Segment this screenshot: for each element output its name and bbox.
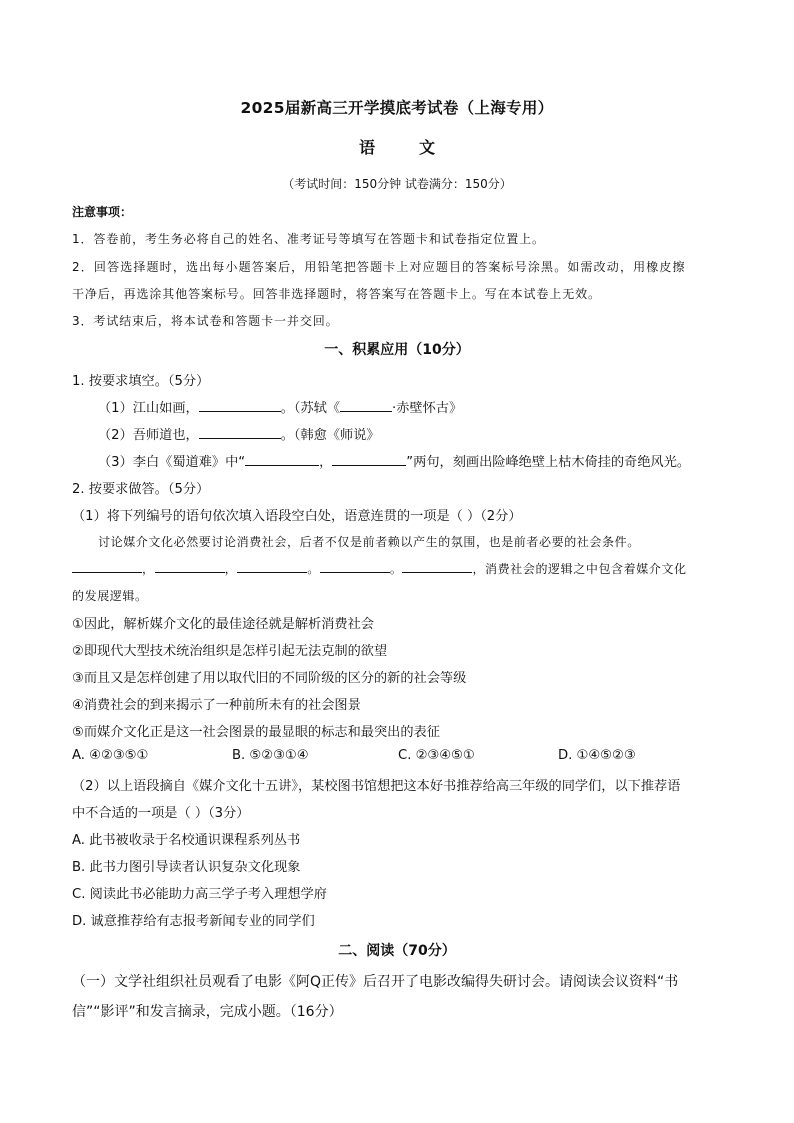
fill-line xyxy=(98,424,380,443)
passage-blank[interactable] xyxy=(72,561,142,573)
sentence-item: ③而且又是怎样创建了用以取代旧的不同阶级的区分的新的社会等级 xyxy=(72,671,467,686)
fill-text: （1）江山如画， xyxy=(98,401,199,416)
notice-item: 1．答卷前，考生务必将自己的姓名、准考证号等填写在答题卡和试卷指定位置上。 xyxy=(72,232,545,246)
passage-line: 讨论媒介文化必然要讨论消费社会，后者不仅是前者赖以产生的氛围，也是前者必要的社会条件。 xyxy=(98,535,640,549)
passage-blank[interactable] xyxy=(237,561,307,573)
passage-blanks-line xyxy=(72,560,687,577)
passage-sep: 。 xyxy=(389,562,403,576)
choice-b[interactable]: B. ⑤②③①④ xyxy=(232,748,309,763)
choice-a[interactable]: A. ④②③⑤① xyxy=(72,748,149,763)
reading-intro: （一）文学社组织社员观看了电影《阿Q正传》后召开了电影改编得失研讨会。请阅读会议资料“书 xyxy=(72,974,679,990)
exam-title: 2025届新高三开学摸底考试卷（上海专用） xyxy=(240,99,554,117)
option-d[interactable]: D. 诚意推荐给有志报考新闻专业的同学们 xyxy=(72,914,315,929)
sentence-item: ④消费社会的到来揭示了一种前所未有的社会图景 xyxy=(72,698,361,713)
fill-line xyxy=(98,451,690,470)
option-b[interactable]: B. 此书力图引导读者认识复杂文化现象 xyxy=(72,860,301,875)
passage-sep: ，消费社会的逻辑之中包含着媒介文化 xyxy=(472,562,687,576)
notice-item: 2．回答选择题时，选出每小题答案后，用铅笔把答题卡上对应题目的答案标号涂黑。如需改动，用橡皮擦 xyxy=(72,260,686,274)
sub-question-stem: （1）将下列编号的语句依次填入语段空白处，语意连贯的一项是（ ）（2分） xyxy=(72,509,522,524)
fill-text: （2）吾师道也， xyxy=(98,428,199,443)
fill-text: ”两句，刻画出险峰绝壁上枯木倚挂的奇绝风光。 xyxy=(406,455,691,470)
section-heading: 二、阅读（70分） xyxy=(338,943,456,959)
fill-text: 。（韩愈《师说》 xyxy=(280,428,380,443)
choice-d[interactable]: D. ①④⑤②③ xyxy=(558,748,636,763)
reading-intro: 信”“影评”和发言摘录，完成小题。（16分） xyxy=(72,1004,343,1020)
answer-blank[interactable] xyxy=(245,454,319,466)
notice-item: 干净后，再选涂其他答案标号。回答非选择题时，将答案写在答题卡上。写在本试卷上无效。 xyxy=(72,287,601,301)
fill-text: （3）李白《蜀道难》中“ xyxy=(98,455,246,470)
answer-blank[interactable] xyxy=(199,400,281,412)
exam-info: （考试时间：150分钟 试卷满分：150分） xyxy=(282,177,512,191)
passage-blank[interactable] xyxy=(402,561,472,573)
fill-line xyxy=(98,397,462,416)
answer-blank[interactable] xyxy=(199,427,281,439)
option-c[interactable]: C. 阅读此书必能助力高三学子考入理想学府 xyxy=(72,887,327,902)
answer-blank[interactable] xyxy=(332,454,406,466)
passage-blank[interactable] xyxy=(155,561,225,573)
sentence-item: ⑤而媒介文化正是这一社会图景的最显眼的标志和最突出的表征 xyxy=(72,725,440,740)
choice-c[interactable]: C. ②③④⑤① xyxy=(398,748,475,763)
passage-sep: ， xyxy=(224,562,238,576)
subject-title: 语文 xyxy=(358,138,479,157)
answer-blank[interactable] xyxy=(340,400,392,412)
notice-item: 3．考试结束后，将本试卷和答题卡一并交回。 xyxy=(72,314,339,328)
question-stem: 1. 按要求填空。（5分） xyxy=(72,374,210,389)
sub-question-stem: 中不合适的一项是（ ）（3分） xyxy=(72,806,250,821)
passage-sep: 。 xyxy=(307,562,320,576)
option-a[interactable]: A. 此书被收录于名校通识课程系列丛书 xyxy=(72,833,301,848)
passage-line: 的发展逻辑。 xyxy=(72,589,148,603)
sentence-item: ①因此，解析媒介文化的最佳途径就是解析消费社会 xyxy=(72,617,374,632)
fill-text: ·赤壁怀古》 xyxy=(392,401,463,416)
notice-heading: 注意事项： xyxy=(72,205,133,219)
passage-blank[interactable] xyxy=(320,561,390,573)
fill-text: ， xyxy=(319,455,333,470)
sub-question-stem: （2）以上语段摘自《媒介文化十五讲》，某校图书馆想把这本好书推荐给高三年级的同学们，以下推荐语 xyxy=(72,779,681,794)
question-stem: 2. 按要求做答。（5分） xyxy=(72,482,210,497)
fill-text: 。（苏轼《 xyxy=(280,401,341,416)
section-heading: 一、积累应用（10分） xyxy=(324,342,470,358)
sentence-item: ②即现代大型技术统治组织是怎样引起无法克制的欲望 xyxy=(72,644,388,659)
passage-sep: ， xyxy=(142,562,155,576)
